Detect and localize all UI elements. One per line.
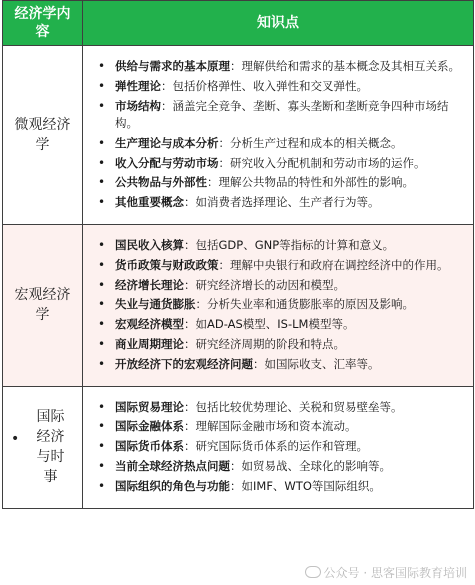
list-item: • 国际金融体系：理解国际金融市场和资本流动。 — [95, 418, 465, 436]
bullet-icon: • — [98, 155, 106, 170]
bullet-icon: • — [98, 135, 106, 150]
list-item: • 收入分配与劳动市场：研究收入分配机制和劳动市场的运作。 — [95, 155, 465, 173]
header-knowledge-column: 知识点 — [83, 1, 474, 46]
section-row-macro — [3, 225, 474, 387]
item-list — [83, 225, 473, 386]
bullet-icon: • — [98, 175, 106, 190]
list-item: • 开放经济下的宏观经济问题：如国际收支、汇率等。 — [95, 356, 465, 374]
list-item: • 市场结构：涵盖完全竞争、垄断、寡头垄断和垄断竞争四种市场结构。 — [98, 98, 449, 131]
bullet-icon: • — [98, 59, 106, 73]
list-item: • 货币政策与财政政策：理解中央银行和政府在调控经济中的作用。 — [95, 257, 465, 275]
items-cell — [83, 225, 474, 387]
list-item: • 国际贸易理论：包括比较优势理论、关税和贸易壁垒等。 — [95, 399, 465, 417]
section-row-international — [3, 386, 474, 508]
bullet-icon: • — [98, 399, 106, 414]
bullet-icon: • — [98, 337, 106, 352]
header-content-column: 经济学内容 — [3, 1, 83, 46]
list-item: • 当前全球经济热点问题：如贸易战、全球化的影响等。 — [95, 458, 465, 476]
list-item: • 供给与需求的基本原理：理解供给和需求的基本概念及其相互关系。 — [95, 58, 465, 76]
bullet-icon: • — [98, 98, 106, 113]
list-item: • 国际货币体系：研究国际货币体系的运作和管理。 — [95, 438, 465, 456]
bullet-icon: • — [98, 459, 106, 474]
section-row-micro — [3, 46, 474, 225]
bullet-icon: • — [98, 257, 106, 272]
list-item: • 失业与通货膨胀：分析失业率和通货膨胀率的原因及影响。 — [95, 296, 465, 314]
items-cell — [83, 386, 474, 508]
items-cell — [83, 46, 474, 225]
bullet-icon: • — [98, 297, 106, 312]
bullet-icon: • — [98, 238, 106, 253]
table-header-row — [3, 1, 474, 46]
category-cell: • 国际经济与时事 — [3, 386, 83, 508]
bullet-icon: • — [98, 356, 106, 371]
category-cell: 宏观经济学 — [3, 225, 83, 387]
item-list — [83, 46, 473, 224]
bullet-icon: • — [98, 277, 106, 292]
bullet-icon: • — [98, 195, 106, 210]
item-list — [83, 387, 473, 508]
category-cell: 微观经济学 — [3, 46, 83, 225]
bullet-icon: • — [98, 78, 106, 93]
bullet-icon: • — [11, 431, 20, 448]
bullet-icon: • — [98, 317, 106, 332]
list-item: • 经济增长理论：研究经济增长的动因和模型。 — [95, 277, 465, 295]
bullet-icon: • — [98, 419, 106, 434]
list-item: • 公共物品与外部性：理解公共物品的特性和外部性的影响。 — [95, 174, 465, 192]
wechat-icon — [305, 566, 321, 578]
watermark: 公众号 · 思客国际教育培训 — [305, 564, 467, 581]
list-item: • 国际组织的角色与功能：如IMF、WTO等国际组织。 — [95, 478, 465, 496]
list-item: • 宏观经济模型：如AD-AS模型、IS-LM模型等。 — [95, 316, 465, 334]
list-item: • 弹性理论：包括价格弹性、收入弹性和交叉弹性。 — [95, 78, 465, 96]
bullet-icon: • — [98, 478, 106, 493]
list-item: • 生产理论与成本分析：分析生产过程和成本的相关概念。 — [95, 135, 465, 153]
list-item: • 商业周期理论：研究经济周期的阶段和特点。 — [95, 336, 465, 354]
bullet-icon: • — [98, 439, 106, 454]
list-item: • 国民收入核算：包括GDP、GNP等指标的计算和意义。 — [95, 237, 465, 255]
knowledge-table — [2, 0, 474, 509]
list-item: • 其他重要概念：如消费者选择理论、生产者行为等。 — [95, 194, 465, 212]
